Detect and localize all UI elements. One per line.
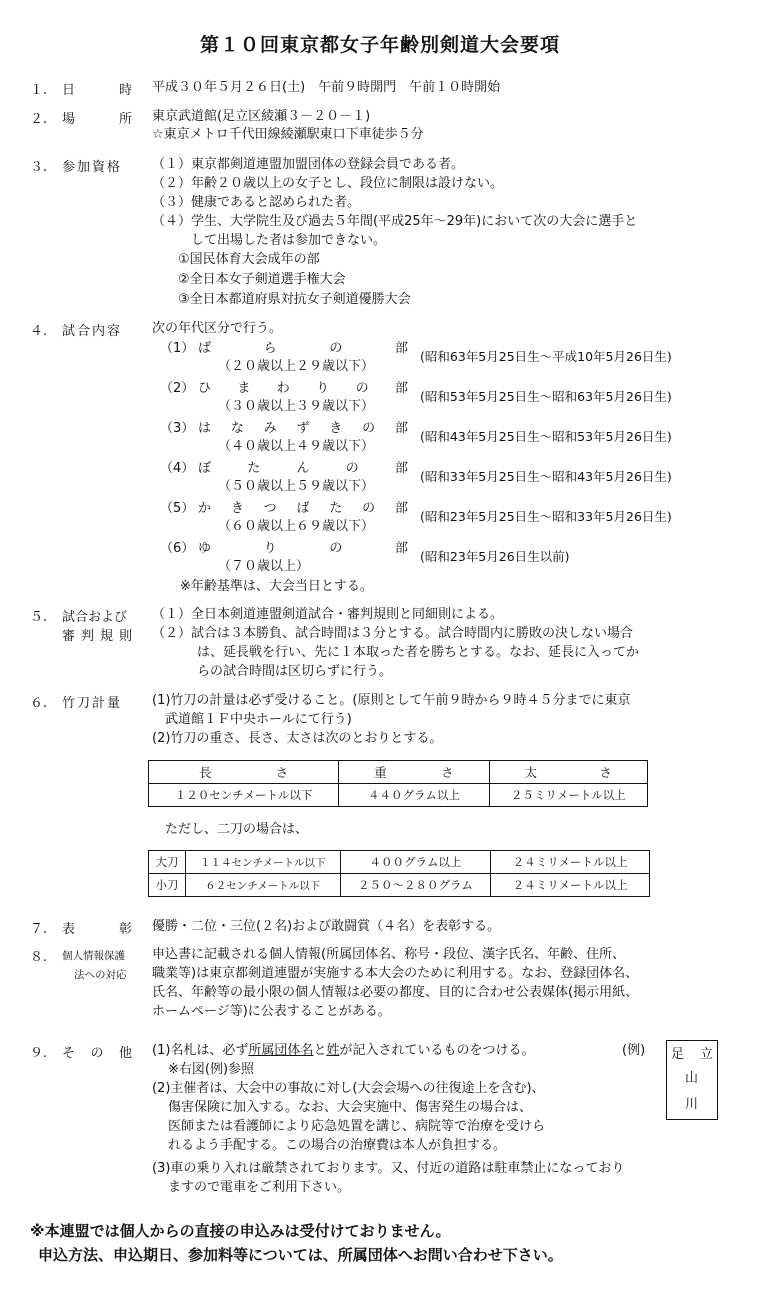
division-birth-range: (昭和63年5月25日生～平成10年5月26日生) bbox=[420, 349, 672, 364]
nameplate-example bbox=[666, 1040, 718, 1120]
text-part: (1)名札は、必ず bbox=[152, 1043, 249, 1058]
section-3-number: ３. bbox=[30, 160, 48, 175]
header-char: 太 bbox=[524, 765, 538, 780]
label-char: 表 bbox=[62, 922, 76, 937]
division-name-char: ば bbox=[198, 341, 212, 356]
label-char: の bbox=[90, 1046, 104, 1061]
section-6-label: 竹刀計量 bbox=[62, 696, 123, 711]
label-char: 判 bbox=[80, 629, 94, 644]
division-birth-range: (昭和23年5月26日生以前) bbox=[420, 549, 570, 564]
division-name-char: 部 bbox=[394, 421, 408, 436]
division-name bbox=[198, 500, 408, 518]
other-line: ますので電車をご利用下さい。 bbox=[168, 1180, 351, 1195]
division-name-char: 部 bbox=[394, 501, 408, 516]
section-4-label: 試合内容 bbox=[62, 324, 123, 339]
label-char: 審 bbox=[62, 629, 76, 644]
division-age-range: （５０歳以上５９歳以下） bbox=[218, 479, 375, 494]
underlined-term: 所属団体名 bbox=[248, 1043, 314, 1058]
division-birth-range: (昭和23年5月25日生～昭和33年5月26日生) bbox=[420, 509, 672, 524]
division-name-char: 部 bbox=[394, 381, 408, 396]
division-name-char: た bbox=[247, 461, 261, 476]
division-name-char: わ bbox=[276, 381, 290, 396]
age-note: ※年齢基準は、大会当日とする。 bbox=[180, 579, 373, 594]
division-name-char: ば bbox=[296, 501, 310, 516]
text-part: と bbox=[313, 1043, 327, 1058]
qualification-line: （１）東京都剣道連盟加盟団体の登録会員である者。 bbox=[152, 157, 465, 172]
header-char: 重 bbox=[374, 765, 387, 780]
table-cell: ６２センチメートル以下 bbox=[185, 874, 340, 897]
excluded-tournament: ③全日本都道府県対抗女子剣道優勝大会 bbox=[178, 292, 411, 307]
table-row bbox=[149, 874, 650, 897]
qualification-line: （４）学生、大学院生及び過去５年間(平成25年～29年)において次の大会に選手と bbox=[152, 214, 638, 229]
section-1-label bbox=[62, 79, 132, 98]
division-age-range: （７０歳以上） bbox=[218, 559, 310, 574]
division-name bbox=[198, 540, 408, 558]
nito-spec-table bbox=[148, 850, 650, 897]
table-cell: ２５ミリメートル以上 bbox=[489, 784, 647, 807]
division-name-char: ま bbox=[237, 381, 251, 396]
qualification-line: （２）年齢２０歳以上の女子とし、段位に制限は設けない。 bbox=[152, 176, 504, 191]
rules-line: （１）全日本剣道連盟剣道試合・審判規則と同細則による。 bbox=[152, 607, 504, 622]
division-number: （1） bbox=[160, 341, 195, 356]
section-8-label-2: 法への対応 bbox=[74, 969, 127, 981]
table-row bbox=[149, 784, 648, 807]
excluded-tournament: ①国民体育大会成年の部 bbox=[178, 252, 320, 267]
nameplate-char: 立 bbox=[699, 1047, 713, 1062]
example-label: (例) bbox=[622, 1043, 646, 1058]
division-name-char: り bbox=[316, 381, 330, 396]
section-1-text: 平成３０年５月２６日(土) 午前９時開門 午前１０時開始 bbox=[152, 80, 501, 95]
section-2-number: ２. bbox=[30, 112, 48, 127]
section-5-label-2 bbox=[62, 625, 132, 644]
division-name-char: ら bbox=[263, 341, 277, 356]
table-header-cell bbox=[149, 761, 339, 784]
label-char: 所 bbox=[118, 112, 132, 127]
division-name bbox=[198, 420, 408, 438]
nameplate-char: 川 bbox=[685, 1097, 699, 1112]
excluded-tournament: ②全日本女子剣道選手権大会 bbox=[178, 272, 346, 287]
division-name-char: た bbox=[329, 501, 343, 516]
label-char: 場 bbox=[62, 112, 76, 127]
qualification-line: （３）健康であると認められた者。 bbox=[152, 195, 361, 210]
division-name-char: の bbox=[329, 341, 343, 356]
other-line: (2)主催者は、大会中の事故に対し(大会会場への往復途上を含む)、 bbox=[152, 1081, 545, 1096]
division-name-char: は bbox=[198, 421, 212, 436]
division-name-char: り bbox=[263, 541, 277, 556]
label-char: 他 bbox=[118, 1046, 132, 1061]
division-age-range: （４０歳以上４９歳以下） bbox=[218, 439, 375, 454]
label-char: 日 bbox=[62, 83, 76, 98]
rules-line: は、延長戦を行い、先に１本取った者を勝ちとする。なお、延長に入ってか bbox=[197, 645, 640, 660]
division-age-range: （２０歳以上２９歳以下） bbox=[218, 359, 375, 374]
label-char: 規 bbox=[99, 629, 113, 644]
division-name-char: ひ bbox=[198, 381, 212, 396]
table-cell: 小刀 bbox=[149, 874, 186, 897]
division-name-char: 部 bbox=[394, 341, 408, 356]
header-char: さ bbox=[275, 765, 289, 780]
shinai-line: (1)竹刀の計量は必ず受けること。(原則として午前９時から９時４５分までに東京 bbox=[152, 693, 631, 708]
venue-line: 東京武道館(足立区綾瀬３－２０－１) bbox=[152, 109, 371, 124]
rules-line: らの試合時間は区切らずに行う。 bbox=[197, 664, 393, 679]
text-part: が記入されているものをつける。 bbox=[339, 1043, 535, 1058]
division-name-char: の bbox=[362, 421, 376, 436]
section-6-number: ６. bbox=[30, 696, 48, 711]
division-birth-range: (昭和33年5月25日生～昭和43年5月26日生) bbox=[420, 469, 672, 484]
division-name-char: の bbox=[345, 461, 359, 476]
section-8-label: 個人情報保護 bbox=[62, 950, 125, 962]
section-9-number: ９. bbox=[30, 1046, 48, 1061]
other-line: (3)車の乗り入れは厳禁されております。又、付近の道路は駐車禁止になっており bbox=[152, 1161, 625, 1176]
section-3-label: 参加資格 bbox=[62, 160, 123, 175]
other-line: 傷害保険に加入する。なお、大会実施中、傷害発生の場合は、 bbox=[168, 1100, 533, 1115]
section-4-number: ４. bbox=[30, 324, 48, 339]
division-name-char: ぼ bbox=[198, 461, 212, 476]
division-name-char: の bbox=[329, 541, 343, 556]
section-8-number: ８. bbox=[30, 950, 48, 965]
shinai-line: (2)竹刀の重さ、長さ、太さは次のとおりとする。 bbox=[152, 731, 443, 746]
division-age-range: （６０歳以上６９歳以下） bbox=[218, 519, 375, 534]
nito-note: ただし、二刀の場合は、 bbox=[165, 822, 309, 837]
section-7-label bbox=[62, 918, 132, 937]
nameplate-note: ※右図(例)参照 bbox=[168, 1062, 255, 1077]
division-birth-range: (昭和43年5月25日生～昭和53年5月26日生) bbox=[420, 429, 672, 444]
division-name-char: ず bbox=[296, 421, 310, 436]
awards-text: 優勝・二位・三位(２名)および敢闘賞（４名）を表彰する。 bbox=[152, 919, 501, 934]
division-age-range: （３０歳以上３９歳以下） bbox=[218, 399, 375, 414]
division-name-char: き bbox=[329, 421, 343, 436]
division-name-char: の bbox=[355, 381, 369, 396]
privacy-line: ホームページ等)に公表することがある。 bbox=[152, 1004, 391, 1019]
table-cell: ２４ミリメートル以上 bbox=[491, 851, 650, 874]
table-cell: ４４０グラム以上 bbox=[339, 784, 489, 807]
division-name bbox=[198, 380, 408, 398]
division-name bbox=[198, 340, 408, 358]
division-intro: 次の年代区分で行う。 bbox=[152, 321, 283, 336]
header-char: 長 bbox=[199, 765, 212, 780]
table-cell: １２０センチメートル以下 bbox=[149, 784, 339, 807]
footer-notice: ※本連盟では個人からの直接の申込みは受付けておりません。 bbox=[30, 1222, 451, 1240]
header-char: さ bbox=[599, 765, 612, 780]
division-name-char: み bbox=[263, 421, 277, 436]
division-number: （3） bbox=[160, 421, 195, 436]
table-cell: ４００グラム以上 bbox=[340, 851, 491, 874]
label-char: 則 bbox=[118, 629, 132, 644]
table-cell: １１４センチメートル以下 bbox=[185, 851, 340, 874]
access-line: ☆東京メトロ千代田線綾瀬駅東口下車徒歩５分 bbox=[152, 127, 424, 142]
section-5-number: ５. bbox=[30, 610, 48, 625]
rules-line: （２）試合は３本勝負、試合時間は３分とする。試合時間内に勝敗の決しない場合 bbox=[152, 626, 634, 641]
underlined-term: 姓 bbox=[326, 1043, 340, 1058]
table-header-row bbox=[149, 761, 648, 784]
division-name bbox=[198, 460, 408, 478]
table-cell: ２５０～２８０グラム bbox=[340, 874, 491, 897]
section-5-label: 試合および bbox=[62, 610, 128, 625]
division-name-char: ん bbox=[296, 461, 310, 476]
division-number: （4） bbox=[160, 461, 195, 476]
label-char: 彰 bbox=[118, 922, 132, 937]
page-title: 第１０回東京都女子年齢別剣道大会要項 bbox=[199, 34, 560, 56]
other-line: れるよう手配する。この場合の治療費は本人が負担する。 bbox=[168, 1138, 507, 1153]
table-row bbox=[149, 851, 650, 874]
division-name-char: つ bbox=[263, 501, 277, 516]
table-cell: 大刀 bbox=[149, 851, 186, 874]
shinai-spec-table bbox=[148, 760, 648, 807]
division-name-char: の bbox=[362, 501, 376, 516]
division-name-char: 部 bbox=[394, 541, 408, 556]
division-number: （6） bbox=[160, 541, 195, 556]
division-birth-range: (昭和53年5月25日生～昭和63年5月26日生) bbox=[420, 389, 672, 404]
division-name-char: き bbox=[230, 501, 244, 516]
privacy-line: 職業等)は東京都剣道連盟が実施する本大会のために利用する。なお、登録団体名、 bbox=[152, 966, 639, 981]
footer-notice: 申込方法、申込期日、参加料等については、所属団体へお問い合わせ下さい。 bbox=[38, 1246, 563, 1264]
shinai-line: 武道館１Ｆ中央ホールにて行う) bbox=[165, 712, 352, 727]
privacy-line: 氏名、年齢等の最小限の個人情報は必要の都度、目的に合わせ公表媒体(掲示用紙、 bbox=[152, 985, 639, 1000]
other-line: 医師または看護師により応急処置を講じ、病院等で治療を受けら bbox=[168, 1119, 546, 1134]
nameplate-line bbox=[152, 1042, 534, 1060]
division-name-char: な bbox=[230, 421, 244, 436]
table-cell: ２４ミリメートル以上 bbox=[491, 874, 650, 897]
table-header-cell bbox=[489, 761, 647, 784]
header-char: さ bbox=[441, 765, 454, 780]
division-number: （5） bbox=[160, 501, 195, 516]
nameplate-char: 山 bbox=[685, 1071, 699, 1086]
label-char: そ bbox=[62, 1046, 76, 1061]
section-9-label bbox=[62, 1042, 132, 1061]
section-7-number: ７. bbox=[30, 922, 48, 937]
nameplate-char: 足 bbox=[671, 1047, 685, 1062]
label-char: 時 bbox=[118, 83, 132, 98]
privacy-line: 申込書に記載される個人情報(所属団体名、称号・段位、漢字氏名、年齢、住所、 bbox=[152, 947, 626, 962]
qualification-line: して出場した者は参加できない。 bbox=[152, 233, 387, 248]
division-name-char: 部 bbox=[394, 461, 408, 476]
table-header-cell bbox=[339, 761, 489, 784]
division-name-char: か bbox=[198, 501, 212, 516]
division-number: （2） bbox=[160, 381, 195, 396]
division-name-char: ゆ bbox=[198, 541, 212, 556]
section-2-label bbox=[62, 108, 132, 127]
section-1-number: １. bbox=[30, 83, 48, 98]
